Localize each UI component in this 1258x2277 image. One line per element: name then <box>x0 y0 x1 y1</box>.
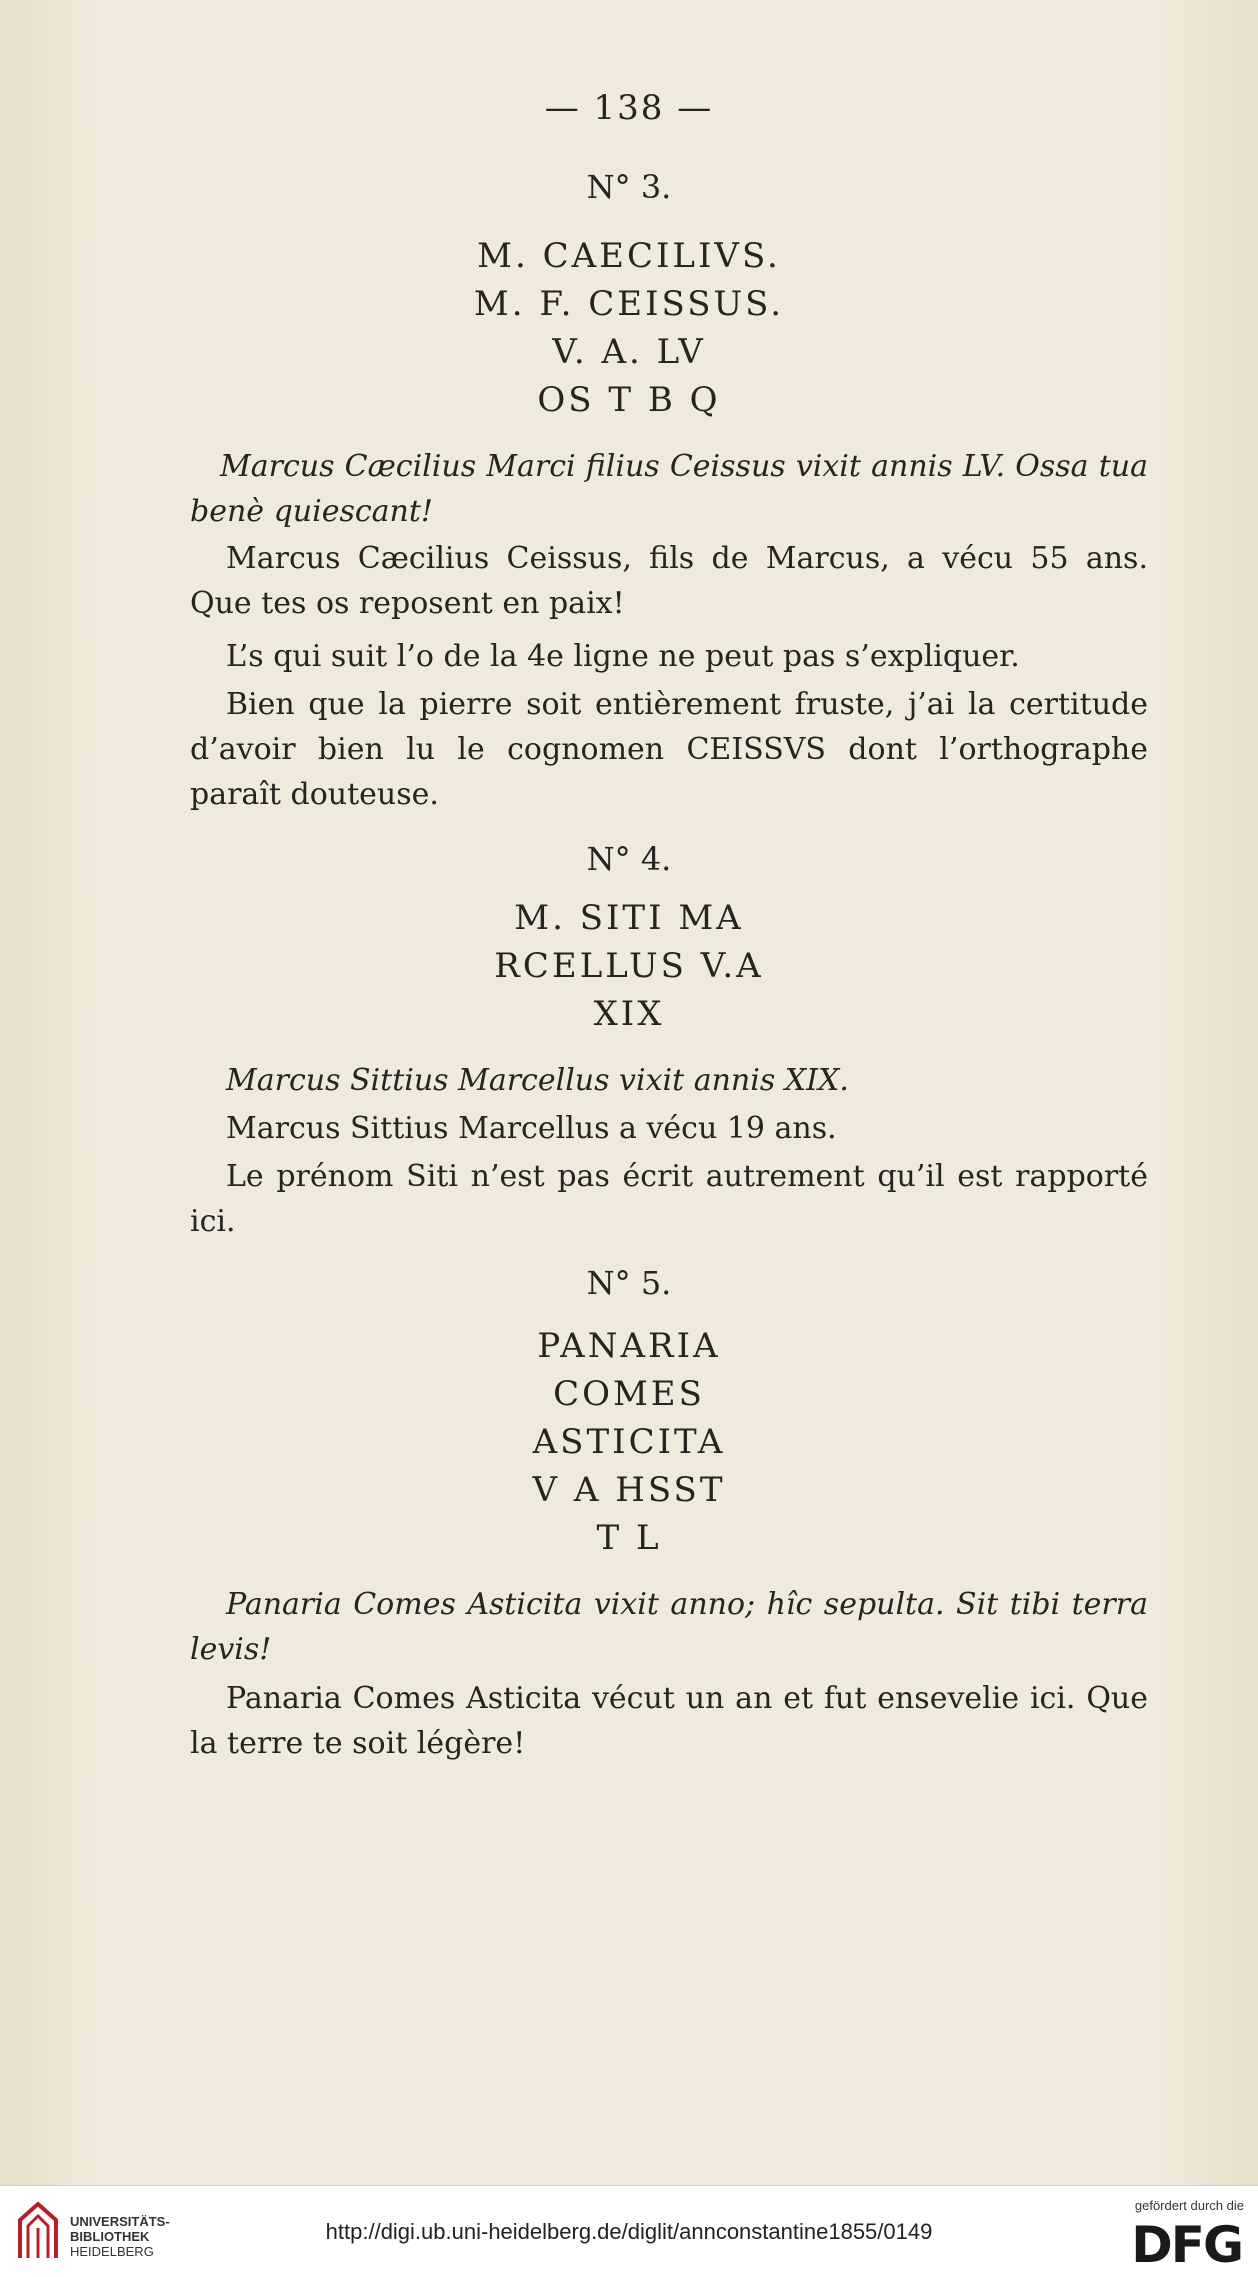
inscription-line: V. A. LV <box>552 332 706 372</box>
inscription-line: RCELLUS V.A <box>494 946 764 986</box>
inscription <box>0 232 1258 424</box>
inscription-line: OS T B Q <box>537 380 721 420</box>
inscription-line: COMES <box>553 1374 705 1414</box>
translation: Marcus Cæcilius Ceissus, fils de Marcus, a vécu 55 ans. Que tes os reposent en paix! <box>190 541 1148 621</box>
inscription-line: V A HSST <box>532 1470 726 1510</box>
entry-heading: N° 3. <box>586 168 672 206</box>
inscription-line: M. SITI MA <box>514 898 744 938</box>
inscription <box>0 1322 1258 1562</box>
inscription-line: XIX <box>593 994 665 1034</box>
permalink[interactable]: http://digi.ub.uni-heidelberg.de/diglit/annconstantine1855/0149 <box>325 2219 933 2244</box>
page-number: — 138 — <box>544 88 714 128</box>
translation: Panaria Comes Asticita vécut un an et fut ensevelie ici. Que la terre te soit légère! <box>190 1681 1148 1761</box>
translation: Marcus Sittius Marcellus a vécu 19 ans. <box>226 1111 837 1146</box>
dfg-logo: DFG <box>1131 2216 1242 2274</box>
inscription-line: ASTICITA <box>532 1422 726 1462</box>
inscription-line: PANARIA <box>537 1326 721 1366</box>
inscription <box>0 894 1258 1038</box>
commentary: Le prénom Siti n’est pas écrit autrement qu’il est rapporté ici. <box>190 1159 1148 1239</box>
inscription-line: T L <box>596 1518 662 1558</box>
commentary: Bien que la pierre soit entièrement fruste, j’ai la certitude d’avoir bien lu le cognomen CEISSVS dont l’orthographe paraît douteuse. <box>190 687 1148 812</box>
latin-reading: Marcus Cæcilius Marci filius Ceissus vixit annis LV. Ossa tua benè quiescant! <box>190 449 1148 529</box>
viewer-footer <box>0 2185 1258 2277</box>
commentary: L’s qui suit l’o de la 4e ligne ne peut pas s’expliquer. <box>226 639 1020 674</box>
inscription-line: M. CAECILIVS. <box>477 236 781 276</box>
entry-heading: N° 4. <box>586 840 672 878</box>
library-name: UNIVERSITÄTS- BIBLIOTHEK HEIDELBERG <box>70 2214 170 2259</box>
latin-reading: Marcus Sittius Marcellus vixit annis XIX. <box>226 1063 849 1098</box>
inscription-line: M. F. CEISSUS. <box>473 284 785 324</box>
funding-note: gefördert durch die <box>1134 2198 1244 2213</box>
entry-heading: N° 5. <box>586 1264 672 1302</box>
latin-reading: Panaria Comes Asticita vixit anno; hîc sepulta. Sit tibi terra levis! <box>190 1587 1148 1667</box>
